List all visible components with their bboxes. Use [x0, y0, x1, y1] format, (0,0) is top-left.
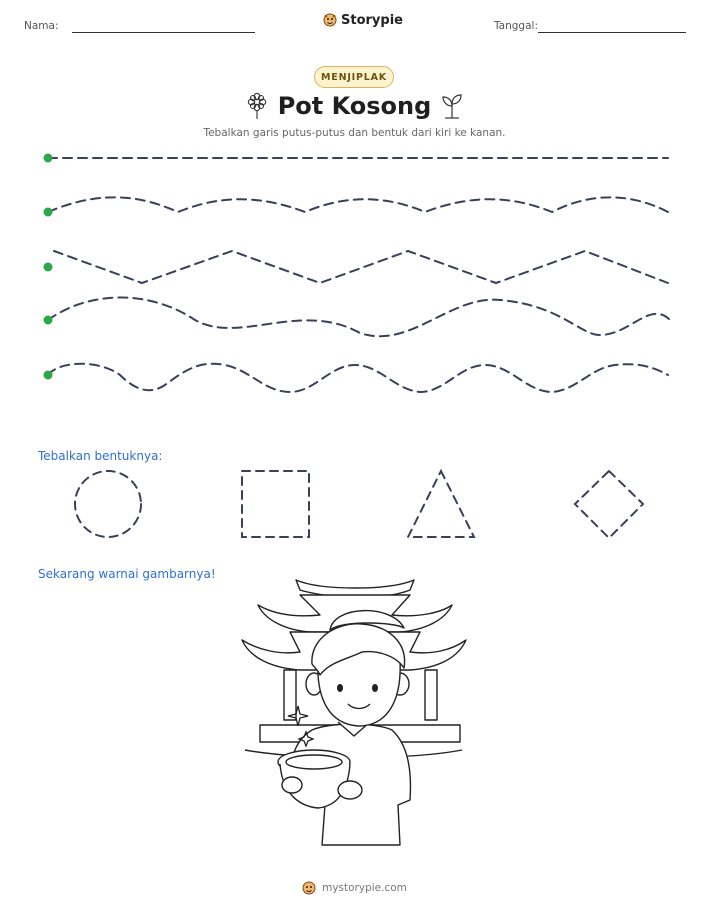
- trace-square[interactable]: [242, 471, 309, 537]
- tracing-line-wave[interactable]: [48, 197, 668, 212]
- boy-hand-left: [282, 777, 302, 793]
- footer: [0, 880, 709, 896]
- name-label: Nama:: [24, 20, 59, 32]
- date-label: Tanggal:: [494, 20, 538, 32]
- sprout-icon: [440, 92, 464, 120]
- brand-logo: [323, 12, 403, 28]
- temple-pillar-left: [284, 670, 296, 720]
- storypie-mascot-icon: [302, 880, 316, 896]
- storypie-mascot-icon: [323, 12, 337, 28]
- start-dot: [44, 316, 53, 325]
- boy-eye-right: [372, 684, 378, 692]
- tracing-line-zigzag[interactable]: [54, 251, 668, 283]
- temple-pillar-right: [425, 670, 437, 720]
- date-field-line[interactable]: [538, 32, 686, 33]
- tracing-lines: [0, 140, 709, 400]
- boy-eye-left: [337, 684, 343, 692]
- trace-diamond[interactable]: [575, 471, 643, 538]
- trace-circle[interactable]: [75, 471, 141, 537]
- start-dot: [44, 371, 53, 380]
- brand-name: Storypie: [341, 12, 403, 28]
- tracing-line-deep-wave[interactable]: [48, 298, 670, 337]
- boy-hand-right: [338, 781, 362, 799]
- instructions: Tebalkan garis putus-putus dan bentuk dari kiri ke kanan.: [203, 127, 506, 139]
- page-title: Pot Kosong: [277, 92, 432, 120]
- coloring-section-title: Sekarang warnai gambarnya!: [38, 567, 216, 581]
- footer-url[interactable]: mystorypie.com: [322, 882, 407, 894]
- bowl-inner: [286, 755, 342, 769]
- coloring-illustration[interactable]: [240, 575, 470, 850]
- tracing-line-bumpy-wave[interactable]: [48, 364, 668, 392]
- tracing-shapes: [0, 460, 709, 550]
- name-field-line[interactable]: [72, 32, 255, 33]
- trace-triangle[interactable]: [408, 471, 474, 537]
- shapes-section-title: Tebalkan bentuknya:: [38, 449, 163, 463]
- start-dot: [44, 263, 53, 272]
- start-dot: [44, 208, 53, 217]
- activity-badge: MENJIPLAK: [314, 66, 394, 88]
- start-dot: [44, 154, 53, 163]
